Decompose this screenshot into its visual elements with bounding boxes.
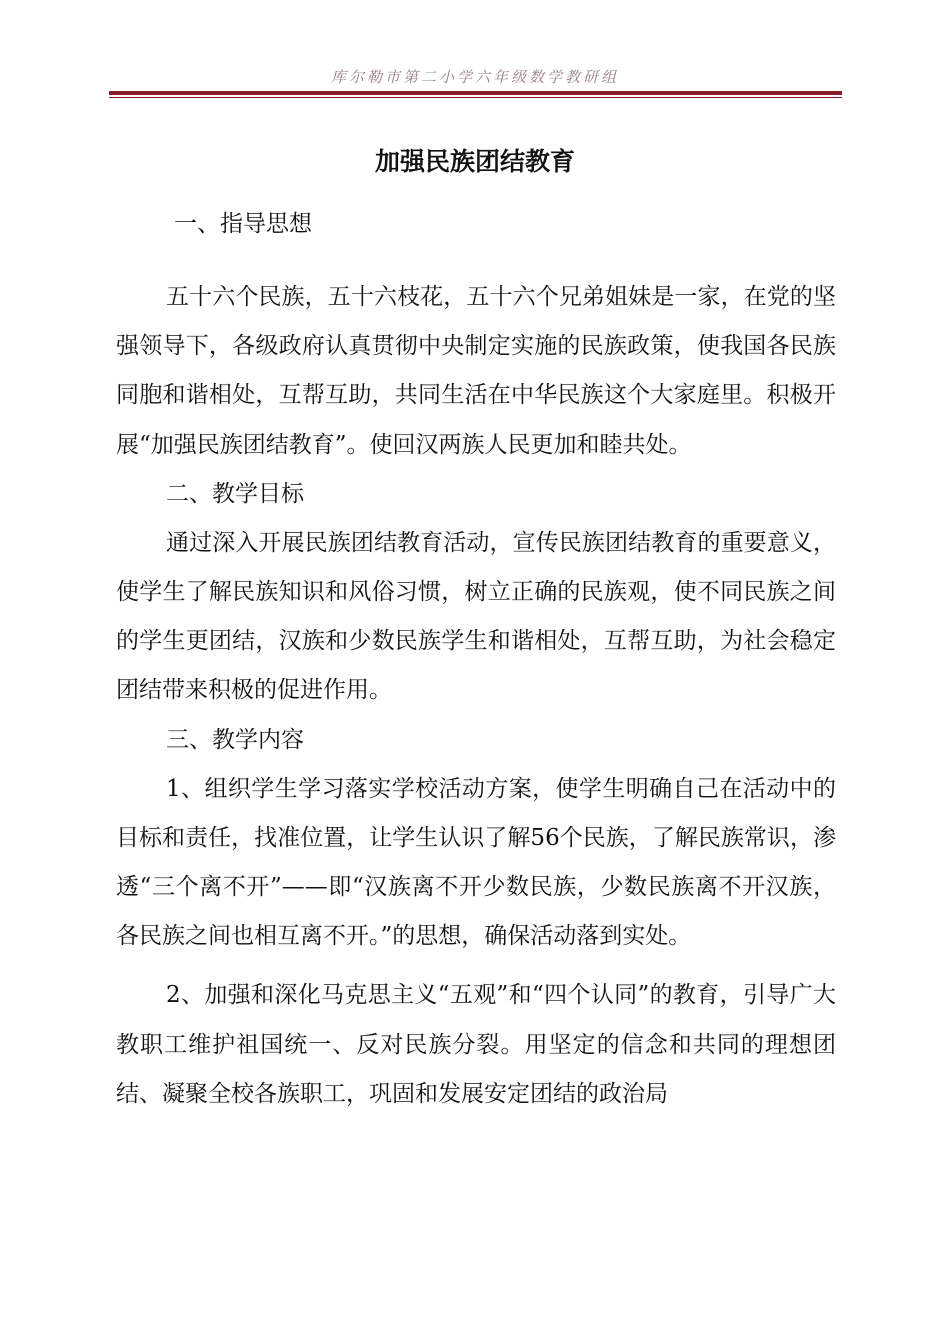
page-header-organization: 库尔勒市第二小学六年级数学教研组: [330, 68, 619, 86]
document-title: 加强民族团结教育: [374, 147, 575, 176]
section-heading-teaching-goals: 二、教学目标: [166, 480, 304, 507]
document-body: [116, 200, 836, 1119]
paragraph-content-item-1: 1、组织学生学习落实学校活动方案，使学生明确自己在活动中的目标和责任，找准位置，让学生认识了解56个民族，了解民族常识，渗透“三个离不开”——即“汉族离不开少数民族，少数民族离不开汉族，各民族之间也相互离不开。”的思想，确保活动落到实处。: [116, 775, 836, 950]
section-heading-guiding-ideology: 一、指导思想: [174, 211, 312, 237]
header-rule-thick: [109, 91, 842, 95]
header-rule-thin: [109, 97, 842, 98]
paragraph-content-item-2: 2、加强和深化马克思主义“五观”和“四个认同”的教育，引导广大教职工维护祖国统一、反对民族分裂。用坚定的信念和共同的理想团结、凝聚全校各族职工，巩固和发展安定团结的政治局: [116, 982, 836, 1107]
section-heading-teaching-content: 三、教学内容: [166, 726, 304, 753]
paragraph-guiding-ideology: 五十六个民族，五十六枝花，五十六个兄弟姐妹是一家，在党的坚强领导下，各级政府认真贯彻中央制定实施的民族政策，使我国各民族同胞和谐相处，互帮互助，共同生活在中华民族这个大家庭里。积极开展“加强民族团结教育”。使回汉两族人民更加和睦共处。: [116, 284, 836, 458]
paragraph-teaching-goals: 通过深入开展民族团结教育活动，宣传民族团结教育的重要意义，使学生了解民族知识和风俗习惯，树立正确的民族观，使不同民族之间的学生更团结，汉族和少数民族学生和谐相处，互帮互助，为社会稳定团结带来积极的促进作用。: [116, 529, 836, 704]
